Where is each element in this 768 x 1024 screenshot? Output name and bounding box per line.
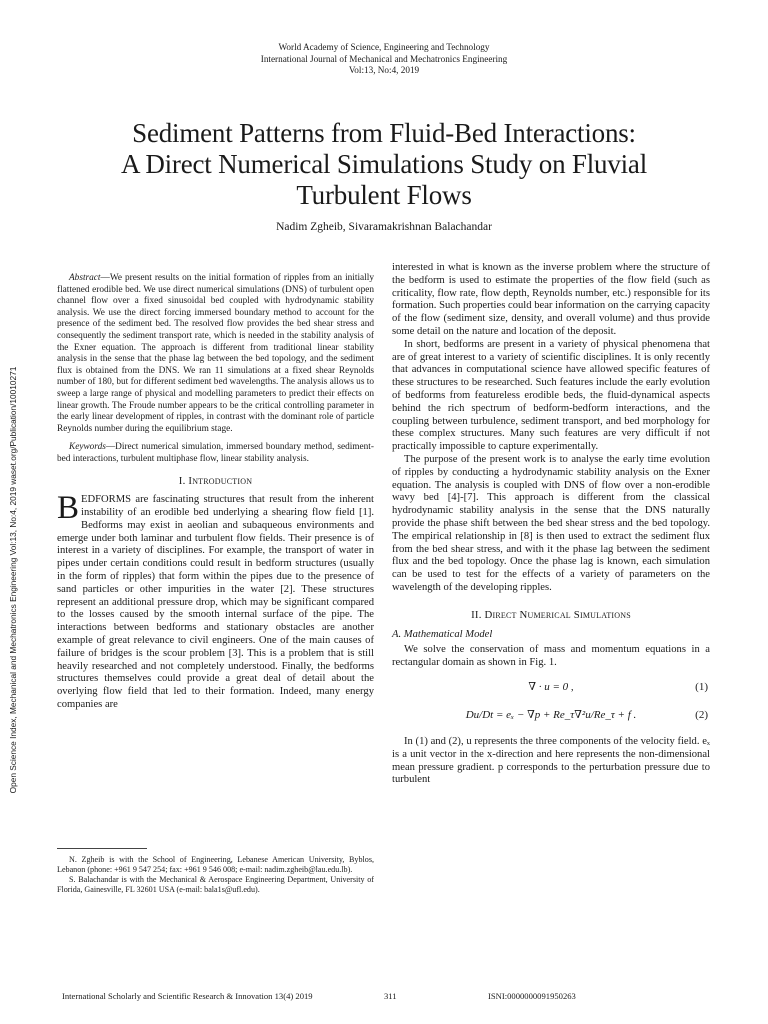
footnote-rule xyxy=(57,848,147,849)
equation-1-number: (1) xyxy=(695,680,708,693)
footnote-author-2: S. Balachandar is with the Mechanical & Aerospace Engineering Department, University of Florida, Gainesville, FL 32601 USA (e-mail: bala1s@ufl.edu). xyxy=(57,874,374,894)
left-column xyxy=(57,273,374,712)
intro-paragraph-3: The purpose of the present work is to analyse the early time evolution of ripples by conducting a hydrodynamic stability analysis on the Exner equation. The analysis is coupled with DNS of flow over a non-erodible wavy bed [4]-[7]. This approach is different from the classical hydrodynamic stability analysis in the sense that the DNS naturally provide the phase shift between the bed shear stress and the bed topology. The empirical relationship in [8] is then used to extract the sediment flux from the bed shear stress, and with it the phase lag between the sediment flux and the bed topology. Once the phase lag is known, each simulation can be used to test for the effects of a variety of parameters on the wavelength of the developing ripples. xyxy=(392,453,710,593)
after-equations-paragraph: In (1) and (2), u represents the three components of the velocity field. eₓ is a unit vector in the x-direction and here represents the non-dimensional mean pressure gradient. p corresponds to the perturbation pressure due to turbulent xyxy=(392,735,710,786)
abstract-text: —We present results on the initial formation of ripples from an initially flattened erodible bed. We use direct numerical simulations (DNS) of turbulent open channel flow over a fixed sinusoidal bed coupled with hydrodynamic stability analysis. We use the direct forcing immersed boundary method to account for the presence of the sediment bed. The resolved flow provides the bed shear stress and consequently the sediment transport rate, which is needed in the stability analysis of the Exner equation. The approach is different from traditional linear stability analysis in the sense that the phase lag between the bed topology, and the sediment flux is obtained from the DNS. We ran 11 simulations at a fixed shear Reynolds number of 180, but for different sediment bed wavelengths. The analysis allows us to sweep a large range of physical and modelling parameters to predict their effects on linear growth. The Froude number appears to be the critical controlling parameter in the early linear development of ripples, in contrast with the dominant role of particle Reynolds number during the equilibrium stage. xyxy=(57,273,374,434)
section-heading-introduction: I. Introduction xyxy=(178,474,253,487)
subsection-heading-mathematical-model: A. Mathematical Model xyxy=(392,628,493,640)
keywords-label: Keywords xyxy=(69,442,106,453)
abstract-block xyxy=(57,273,374,466)
equation-1-expression: ∇ · u = 0 , xyxy=(528,680,574,693)
intro-paragraph-1: BEDFORMS are fascinating structures that result from the inherent instability of an erodible bed underlying a shearing flow field [1]. Bedforms may exist in aeolian and subaqueous environments and emerge under both laminar and turbulent flow fields. Their presence is of interest in a variety of disciplines. For example, the transport of water in pipes under certain conditions could result in bedform structures (usually in the form of ripples) that form within the pipes due to the presence of sand particles or other impurities in the water [2]. These structures represent an additional pressure drop, which may be significant compared to the losses caused by the smooth internal surface of the pipe. The interactions between bedforms and stationary obstacles are another example of great relevance to civil engineers. One of the main causes of failure of bridges is the scour problem [3]. This is a problem that is still heavily researched and not completely understood. Finally, the bedforms structures themselves could provide a great deal of detail about the overlying flow field that led to their formation. Indeed, many energy companies are xyxy=(57,490,374,711)
vertical-sidebar-citation: Open Science Index, Mechanical and Mechatronics Engineering Vol:13, No:4, 2019 waset.org/Publication/10010271 xyxy=(8,366,18,794)
footer-publisher: International Scholarly and Scientific Research & Innovation 13(4) 2019 xyxy=(62,991,313,1001)
title-line-1: Sediment Patterns from Fluid-Bed Interactions: xyxy=(132,118,636,148)
footer-page-number: 311 xyxy=(384,991,397,1001)
equation-1 xyxy=(392,676,710,698)
model-paragraph: We solve the conservation of mass and momentum equations in a rectangular domain as shown in Fig. 1. xyxy=(392,644,710,669)
intro-paragraph-1-continued: interested in what is known as the inverse problem where the structure of the bedform is used to estimate the properties of the flow field (such as criticality, flow rate, flow depth, Reynolds number, etc.) responsible for its formation. Such properties could bear information on the carrying capacity of the flow (sediment size, density, and overall volume) and thus provide some detail on the nature and location of the deposit. xyxy=(392,262,710,337)
section-heading-dns: II. Direct Numerical Simulations xyxy=(471,608,631,621)
journal-header xyxy=(0,42,768,77)
keywords-text: —Direct numerical simulation, immersed boundary method, sediment-bed interactions, turbulent multiphase flow, linear stability analysis. xyxy=(57,442,374,464)
header-volume: Vol:13, No:4, 2019 xyxy=(348,65,420,75)
abstract-paragraph xyxy=(57,273,374,435)
header-publisher: World Academy of Science, Engineering and Technology xyxy=(278,42,490,52)
equation-2 xyxy=(392,704,710,726)
footer-isni: ISNI:0000000091950263 xyxy=(488,991,576,1001)
title-line-3: Turbulent Flows xyxy=(296,180,472,210)
footnote-author-1: N. Zgheib is with the School of Engineering, Lebanese American University, Byblos, Lebanon (phone: +961 9 547 254; fax: +961 9 546 008; e-mail: nadim.zgheib@lau.edu.lb). xyxy=(57,855,374,874)
paper-authors: Nadim Zgheib, Sivaramakrishnan Balachandar xyxy=(276,221,492,233)
intro-paragraph-2: In short, bedforms are present in a variety of physical phenomena that are of great interest to a variety of scientific disciplines. It is only recently that advances in computational science have allowed specific features of these structures to be researched. Such features include the early evolution of bedforms from featureless erodible beds, the fluid-dynamical aspects behind the rich spectrum of bedform-bedform interactions, and the coupling between turbulence, sediment transport, and bed morphology for these complex structures. Many such features are very difficult if not practically impossible to capture experimentally. xyxy=(392,338,710,453)
author-footnotes xyxy=(57,855,374,895)
abstract-label: Abstract xyxy=(69,273,101,283)
equation-2-number: (2) xyxy=(695,708,708,721)
paper-title xyxy=(60,118,708,211)
right-column xyxy=(392,262,710,787)
equation-2-expression: Du/Dt = eₓ − ∇p + Re_τ∇²u/Re_τ + f . xyxy=(465,708,637,721)
title-line-2: A Direct Numerical Simulations Study on Fluvial xyxy=(120,149,648,179)
drop-cap-letter: B xyxy=(57,490,80,527)
keywords-paragraph xyxy=(57,442,374,465)
header-journal: International Journal of Mechanical and Mechatronics Engineering xyxy=(260,53,508,64)
